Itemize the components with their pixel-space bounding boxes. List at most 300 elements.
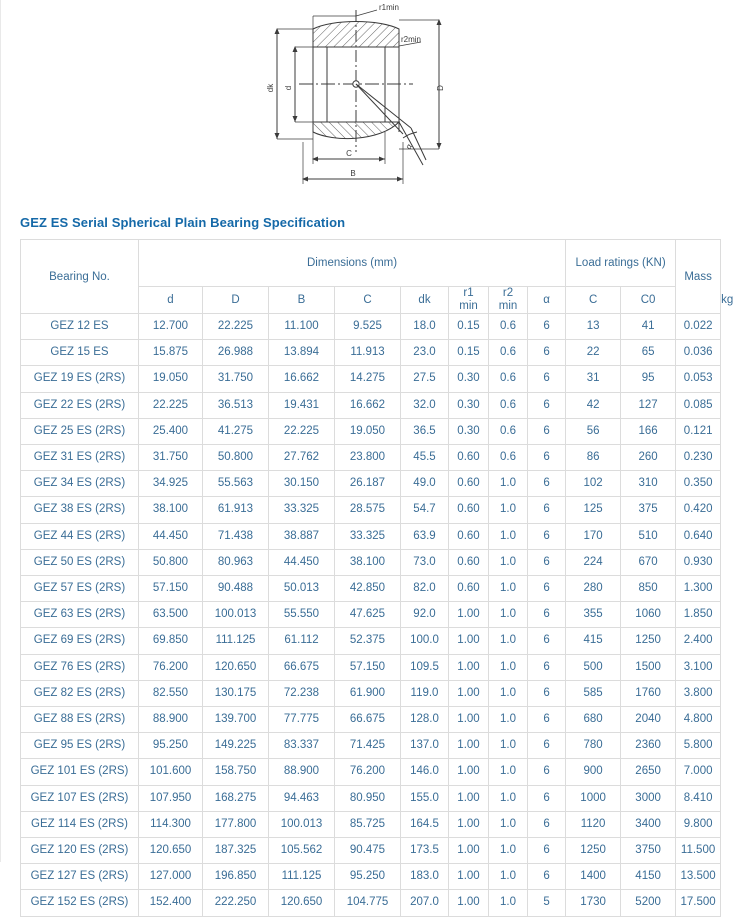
cell-B: 88.900 <box>269 759 335 785</box>
cell-C: 16.662 <box>335 392 401 418</box>
cell-alpha: 6 <box>528 654 566 680</box>
specification-table <box>20 239 734 917</box>
cell-C: 38.100 <box>335 549 401 575</box>
table-row <box>21 314 721 340</box>
cell-load_c0: 375 <box>621 497 676 523</box>
cell-load_c: 125 <box>566 497 621 523</box>
cell-d: 31.750 <box>139 445 203 471</box>
cell-r2: 0.6 <box>489 445 528 471</box>
cell-C: 42.850 <box>335 576 401 602</box>
cell-load_c: 415 <box>566 628 621 654</box>
cell-d: 120.650 <box>139 838 203 864</box>
cell-r2: 1.0 <box>489 811 528 837</box>
cell-load_c0: 41 <box>621 314 676 340</box>
cell-name: GEZ 19 ES (2RS) <box>21 366 139 392</box>
cell-C: 19.050 <box>335 418 401 444</box>
label-C: C <box>345 149 352 158</box>
cell-d: 34.925 <box>139 471 203 497</box>
cell-load_c0: 3400 <box>621 811 676 837</box>
cell-D: 139.700 <box>203 707 269 733</box>
table-row <box>21 680 721 706</box>
cell-load_c: 224 <box>566 549 621 575</box>
cell-D: 168.275 <box>203 785 269 811</box>
cell-d: 25.400 <box>139 418 203 444</box>
cell-r1: 0.30 <box>449 366 489 392</box>
cell-dk: 164.5 <box>401 811 449 837</box>
cell-dk: 54.7 <box>401 497 449 523</box>
cell-load_c: 42 <box>566 392 621 418</box>
cell-r1: 1.00 <box>449 654 489 680</box>
table-row <box>21 602 721 628</box>
cell-D: 41.275 <box>203 418 269 444</box>
cell-kg: 3.100 <box>676 654 721 680</box>
cell-d: 38.100 <box>139 497 203 523</box>
cell-load_c: 900 <box>566 759 621 785</box>
cell-d: 69.850 <box>139 628 203 654</box>
cell-dk: 18.0 <box>401 314 449 340</box>
cell-alpha: 6 <box>528 785 566 811</box>
cell-name: GEZ 44 ES (2RS) <box>21 523 139 549</box>
cell-kg: 0.230 <box>676 445 721 471</box>
cell-d: 44.450 <box>139 523 203 549</box>
cell-name: GEZ 95 ES (2RS) <box>21 733 139 759</box>
table-header-row-columns: d D B C dk r1 min r2 min α C C0 kg <box>21 287 721 314</box>
cell-name: GEZ 15 ES <box>21 340 139 366</box>
cell-r1: 0.60 <box>449 445 489 471</box>
cell-r1: 1.00 <box>449 864 489 890</box>
cell-r2: 1.0 <box>489 890 528 916</box>
cell-kg: 17.500 <box>676 890 721 916</box>
header-load-c0: C0 <box>621 287 676 314</box>
cell-C: 52.375 <box>335 628 401 654</box>
table-row <box>21 864 721 890</box>
table-row <box>21 733 721 759</box>
cell-name: GEZ 88 ES (2RS) <box>21 707 139 733</box>
cell-C: 57.150 <box>335 654 401 680</box>
cell-r1: 1.00 <box>449 759 489 785</box>
cell-load_c: 31 <box>566 366 621 392</box>
cell-dk: 36.5 <box>401 418 449 444</box>
cell-load_c0: 65 <box>621 340 676 366</box>
header-load-c: C <box>566 287 621 314</box>
cell-kg: 13.500 <box>676 864 721 890</box>
cell-alpha: 6 <box>528 602 566 628</box>
cell-C: 61.900 <box>335 680 401 706</box>
cell-kg: 0.022 <box>676 314 721 340</box>
cell-dk: 27.5 <box>401 366 449 392</box>
cell-dk: 32.0 <box>401 392 449 418</box>
cell-dk: 23.0 <box>401 340 449 366</box>
cell-D: 50.800 <box>203 445 269 471</box>
cell-D: 177.800 <box>203 811 269 837</box>
cell-d: 63.500 <box>139 602 203 628</box>
cell-d: 22.225 <box>139 392 203 418</box>
cell-kg: 1.850 <box>676 602 721 628</box>
cell-d: 101.600 <box>139 759 203 785</box>
cell-kg: 0.085 <box>676 392 721 418</box>
cell-B: 16.662 <box>269 366 335 392</box>
cell-B: 27.762 <box>269 445 335 471</box>
cell-dk: 128.0 <box>401 707 449 733</box>
cell-d: 152.400 <box>139 890 203 916</box>
cell-D: 55.563 <box>203 471 269 497</box>
header-bearing-no: Bearing No. <box>21 240 139 314</box>
cell-r2: 0.6 <box>489 340 528 366</box>
cell-d: 95.250 <box>139 733 203 759</box>
cell-dk: 100.0 <box>401 628 449 654</box>
table-header-row-groups <box>21 240 721 287</box>
cell-d: 82.550 <box>139 680 203 706</box>
cell-C: 9.525 <box>335 314 401 340</box>
cell-D: 26.988 <box>203 340 269 366</box>
table-row <box>21 785 721 811</box>
cell-D: 187.325 <box>203 838 269 864</box>
cell-B: 94.463 <box>269 785 335 811</box>
cell-load_c0: 510 <box>621 523 676 549</box>
cell-r2: 1.0 <box>489 549 528 575</box>
cell-load_c0: 260 <box>621 445 676 471</box>
cell-load_c0: 4150 <box>621 864 676 890</box>
header-load-ratings-group: Load ratings (KN) <box>566 240 676 287</box>
cell-B: 77.775 <box>269 707 335 733</box>
label-D: D <box>435 85 445 91</box>
header-dk: dk <box>401 287 449 314</box>
cell-alpha: 6 <box>528 759 566 785</box>
cell-dk: 63.9 <box>401 523 449 549</box>
cell-load_c: 1400 <box>566 864 621 890</box>
cell-load_c0: 2360 <box>621 733 676 759</box>
cell-D: 71.438 <box>203 523 269 549</box>
cell-load_c0: 1500 <box>621 654 676 680</box>
cell-D: 80.963 <box>203 549 269 575</box>
cell-r1: 1.00 <box>449 890 489 916</box>
cell-C: 71.425 <box>335 733 401 759</box>
cell-alpha: 6 <box>528 864 566 890</box>
header-r2-line2: min <box>498 300 518 312</box>
cell-D: 130.175 <box>203 680 269 706</box>
cell-B: 30.150 <box>269 471 335 497</box>
cell-dk: 137.0 <box>401 733 449 759</box>
cell-C: 104.775 <box>335 890 401 916</box>
cell-load_c: 170 <box>566 523 621 549</box>
cell-load_c0: 3000 <box>621 785 676 811</box>
cell-load_c: 280 <box>566 576 621 602</box>
cell-C: 11.913 <box>335 340 401 366</box>
cell-B: 50.013 <box>269 576 335 602</box>
header-r1-min <box>449 287 489 314</box>
cell-B: 72.238 <box>269 680 335 706</box>
table-row <box>21 392 721 418</box>
cell-dk: 119.0 <box>401 680 449 706</box>
cell-dk: 82.0 <box>401 576 449 602</box>
cell-name: GEZ 76 ES (2RS) <box>21 654 139 680</box>
table-row <box>21 549 721 575</box>
cell-D: 31.750 <box>203 366 269 392</box>
cell-name: GEZ 152 ES (2RS) <box>21 890 139 916</box>
cell-load_c0: 5200 <box>621 890 676 916</box>
cell-d: 57.150 <box>139 576 203 602</box>
cell-r2: 1.0 <box>489 707 528 733</box>
cell-d: 12.700 <box>139 314 203 340</box>
cell-load_c: 1000 <box>566 785 621 811</box>
cell-r1: 0.60 <box>449 576 489 602</box>
cell-r2: 1.0 <box>489 576 528 602</box>
table-row <box>21 576 721 602</box>
cell-kg: 11.500 <box>676 838 721 864</box>
cell-B: 44.450 <box>269 549 335 575</box>
cell-dk: 146.0 <box>401 759 449 785</box>
cell-load_c: 500 <box>566 654 621 680</box>
cell-alpha: 6 <box>528 576 566 602</box>
cell-name: GEZ 25 ES (2RS) <box>21 418 139 444</box>
cell-kg: 0.930 <box>676 549 721 575</box>
table-row <box>21 811 721 837</box>
cell-r1: 0.60 <box>449 549 489 575</box>
cell-alpha: 6 <box>528 314 566 340</box>
cell-dk: 49.0 <box>401 471 449 497</box>
cell-load_c0: 670 <box>621 549 676 575</box>
cell-alpha: 6 <box>528 523 566 549</box>
label-d: d <box>283 85 293 91</box>
cell-load_c: 585 <box>566 680 621 706</box>
table-row <box>21 707 721 733</box>
cell-name: GEZ 82 ES (2RS) <box>21 680 139 706</box>
cell-B: 120.650 <box>269 890 335 916</box>
cell-B: 55.550 <box>269 602 335 628</box>
table-row <box>21 366 721 392</box>
cell-load_c0: 166 <box>621 418 676 444</box>
table-row <box>21 838 721 864</box>
cell-C: 14.275 <box>335 366 401 392</box>
cell-load_c0: 1760 <box>621 680 676 706</box>
cell-load_c: 680 <box>566 707 621 733</box>
header-C: C <box>335 287 401 314</box>
cell-d: 19.050 <box>139 366 203 392</box>
bearing-cross-section-drawing <box>251 2 491 202</box>
cell-r2: 1.0 <box>489 471 528 497</box>
cell-r1: 0.30 <box>449 418 489 444</box>
cell-r1: 0.60 <box>449 497 489 523</box>
table-row <box>21 523 721 549</box>
cell-r2: 1.0 <box>489 602 528 628</box>
cell-r2: 1.0 <box>489 864 528 890</box>
cell-kg: 0.350 <box>676 471 721 497</box>
cell-name: GEZ 127 ES (2RS) <box>21 864 139 890</box>
header-mass-group: Mass <box>676 240 721 314</box>
cell-r2: 0.6 <box>489 366 528 392</box>
cell-B: 111.125 <box>269 864 335 890</box>
cell-load_c: 1250 <box>566 838 621 864</box>
cell-C: 95.250 <box>335 864 401 890</box>
cell-name: GEZ 63 ES (2RS) <box>21 602 139 628</box>
header-r1-line1: r1 <box>463 287 474 299</box>
cell-dk: 45.5 <box>401 445 449 471</box>
cell-B: 61.112 <box>269 628 335 654</box>
cell-alpha: 6 <box>528 707 566 733</box>
table-row <box>21 654 721 680</box>
table-row <box>21 759 721 785</box>
cell-C: 76.200 <box>335 759 401 785</box>
cell-name: GEZ 114 ES (2RS) <box>21 811 139 837</box>
cell-D: 90.488 <box>203 576 269 602</box>
cell-C: 23.800 <box>335 445 401 471</box>
cell-alpha: 5 <box>528 890 566 916</box>
cell-r1: 0.15 <box>449 314 489 340</box>
cell-load_c0: 1060 <box>621 602 676 628</box>
cell-name: GEZ 120 ES (2RS) <box>21 838 139 864</box>
cell-D: 222.250 <box>203 890 269 916</box>
header-D: D <box>203 287 269 314</box>
header-alpha: α <box>528 287 566 314</box>
cell-r2: 1.0 <box>489 785 528 811</box>
cell-r1: 0.15 <box>449 340 489 366</box>
cell-kg: 0.053 <box>676 366 721 392</box>
cell-r1: 0.60 <box>449 471 489 497</box>
header-dimensions-group: Dimensions (mm) <box>139 240 566 287</box>
table-body <box>21 314 721 917</box>
cell-r2: 1.0 <box>489 733 528 759</box>
cell-C: 47.625 <box>335 602 401 628</box>
cell-alpha: 6 <box>528 733 566 759</box>
cell-dk: 155.0 <box>401 785 449 811</box>
cell-D: 111.125 <box>203 628 269 654</box>
cell-d: 76.200 <box>139 654 203 680</box>
table-row <box>21 471 721 497</box>
cell-load_c0: 3750 <box>621 838 676 864</box>
cell-D: 196.850 <box>203 864 269 890</box>
table-row <box>21 497 721 523</box>
cell-r2: 1.0 <box>489 523 528 549</box>
cell-r1: 0.30 <box>449 392 489 418</box>
cell-kg: 3.800 <box>676 680 721 706</box>
label-r2min: r2min <box>400 35 421 44</box>
header-r2-min <box>489 287 528 314</box>
cell-d: 127.000 <box>139 864 203 890</box>
cell-D: 158.750 <box>203 759 269 785</box>
header-r1-line2: min <box>459 300 478 312</box>
cell-C: 85.725 <box>335 811 401 837</box>
cell-load_c: 1120 <box>566 811 621 837</box>
cell-alpha: 6 <box>528 680 566 706</box>
cell-dk: 183.0 <box>401 864 449 890</box>
cell-load_c: 86 <box>566 445 621 471</box>
cell-r1: 1.00 <box>449 785 489 811</box>
table-row <box>21 628 721 654</box>
cell-dk: 92.0 <box>401 602 449 628</box>
cell-D: 120.650 <box>203 654 269 680</box>
cell-B: 105.562 <box>269 838 335 864</box>
cell-C: 33.325 <box>335 523 401 549</box>
cell-dk: 173.5 <box>401 838 449 864</box>
cell-load_c: 56 <box>566 418 621 444</box>
cell-load_c: 1730 <box>566 890 621 916</box>
cell-B: 33.325 <box>269 497 335 523</box>
table-row <box>21 445 721 471</box>
cell-alpha: 6 <box>528 445 566 471</box>
cell-D: 22.225 <box>203 314 269 340</box>
cell-D: 149.225 <box>203 733 269 759</box>
cell-alpha: 6 <box>528 811 566 837</box>
cell-dk: 207.0 <box>401 890 449 916</box>
cell-d: 15.875 <box>139 340 203 366</box>
cell-alpha: 6 <box>528 418 566 444</box>
cell-r2: 0.6 <box>489 392 528 418</box>
table-row <box>21 890 721 916</box>
page-title: GEZ ES Serial Spherical Plain Bearing Specification <box>20 215 346 230</box>
cell-C: 28.575 <box>335 497 401 523</box>
cell-r2: 1.0 <box>489 628 528 654</box>
cell-dk: 73.0 <box>401 549 449 575</box>
cell-kg: 7.000 <box>676 759 721 785</box>
cell-r1: 1.00 <box>449 628 489 654</box>
cell-dk: 109.5 <box>401 654 449 680</box>
cell-alpha: 6 <box>528 471 566 497</box>
cell-r1: 1.00 <box>449 838 489 864</box>
cell-B: 13.894 <box>269 340 335 366</box>
cell-kg: 9.800 <box>676 811 721 837</box>
cell-name: GEZ 57 ES (2RS) <box>21 576 139 602</box>
cell-d: 50.800 <box>139 549 203 575</box>
cell-name: GEZ 101 ES (2RS) <box>21 759 139 785</box>
cell-load_c: 102 <box>566 471 621 497</box>
cell-kg: 1.300 <box>676 576 721 602</box>
cell-load_c0: 2040 <box>621 707 676 733</box>
specification-table-area <box>20 239 734 917</box>
header-B: B <box>269 287 335 314</box>
cell-load_c0: 1250 <box>621 628 676 654</box>
cell-name: GEZ 69 ES (2RS) <box>21 628 139 654</box>
cell-B: 22.225 <box>269 418 335 444</box>
cell-r2: 0.6 <box>489 418 528 444</box>
cell-load_c0: 127 <box>621 392 676 418</box>
bearing-diagram <box>1 0 739 205</box>
cell-C: 66.675 <box>335 707 401 733</box>
label-r1min: r1min <box>378 3 399 12</box>
cell-kg: 0.036 <box>676 340 721 366</box>
cell-kg: 4.800 <box>676 707 721 733</box>
cell-load_c0: 95 <box>621 366 676 392</box>
cell-C: 80.950 <box>335 785 401 811</box>
cell-B: 100.013 <box>269 811 335 837</box>
cell-alpha: 6 <box>528 838 566 864</box>
cell-d: 114.300 <box>139 811 203 837</box>
cell-load_c0: 850 <box>621 576 676 602</box>
cell-r2: 1.0 <box>489 497 528 523</box>
table-row <box>21 418 721 444</box>
cell-D: 100.013 <box>203 602 269 628</box>
cell-name: GEZ 22 ES (2RS) <box>21 392 139 418</box>
cell-kg: 2.400 <box>676 628 721 654</box>
cell-C: 90.475 <box>335 838 401 864</box>
cell-load_c: 13 <box>566 314 621 340</box>
cell-r1: 1.00 <box>449 733 489 759</box>
cell-load_c: 355 <box>566 602 621 628</box>
label-dk: dk <box>265 83 275 93</box>
cell-name: GEZ 50 ES (2RS) <box>21 549 139 575</box>
cell-r2: 0.6 <box>489 314 528 340</box>
cell-r1: 1.00 <box>449 811 489 837</box>
cell-r2: 1.0 <box>489 759 528 785</box>
cell-load_c0: 310 <box>621 471 676 497</box>
cell-alpha: 6 <box>528 497 566 523</box>
cell-alpha: 6 <box>528 392 566 418</box>
cell-B: 11.100 <box>269 314 335 340</box>
cell-load_c: 22 <box>566 340 621 366</box>
cell-kg: 0.121 <box>676 418 721 444</box>
table-row <box>21 340 721 366</box>
cell-r2: 1.0 <box>489 654 528 680</box>
cell-alpha: 6 <box>528 628 566 654</box>
